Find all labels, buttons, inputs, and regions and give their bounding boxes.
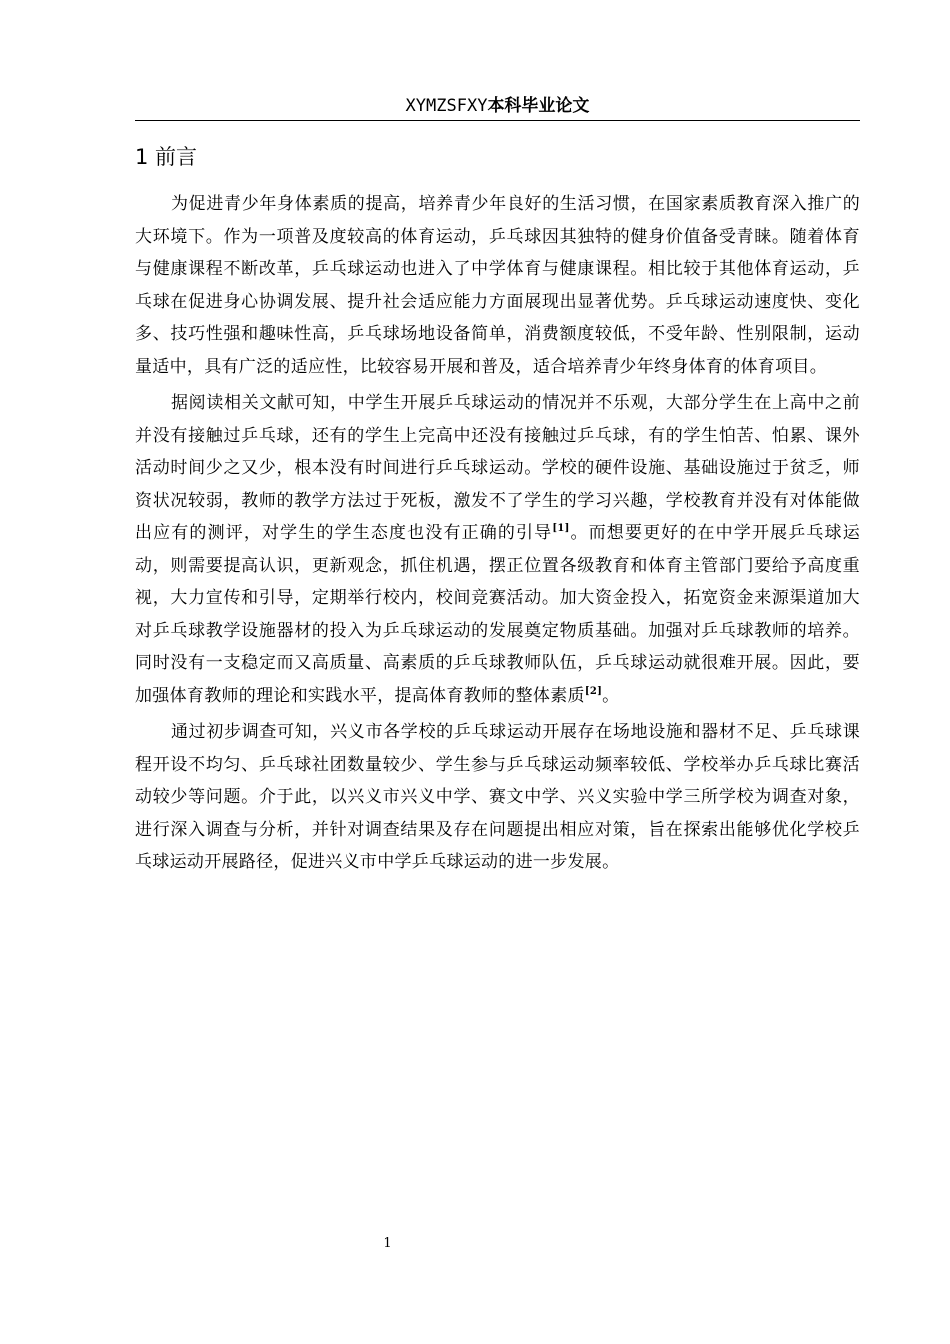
header-title: 本科毕业论文: [487, 96, 590, 116]
paragraph-2: [135, 387, 860, 712]
paragraph-2-text-b: 。而想要更好的在中学开展乒乓球运动，则需要提高认识，更新观念，抓住机遇，摆正位置各级教育和体育主管部门要给予高度重视，大力宣传和引导，定期举行校内，校间竞赛活动。加大资金投入，拓宽资金来源渠道加大对乒乓球教学设施器材的投入为乒乓球运动的发展奠定物质基础。加强对乒乓球教师的培养。同时没有一支稳定而又高质量、高素质的乒乓球教师队伍，乒乓球运动就很难开展。因此，要加强体育教师的理论和实践水平，提高体育教师的整体素质: [135, 523, 860, 706]
section-title: 1 前言: [135, 145, 198, 169]
page-header: [135, 92, 860, 121]
paragraph-2-text-a: 据阅读相关文献可知，中学生开展乒乓球运动的情况并不乐观，大部分学生在上高中之前并没有接触过乒乓球，还有的学生上完高中还没有接触过乒乓球，有的学生怕苦、怕累、课外活动时间少之又少，根本没有时间进行乒乓球运动。学校的硬件设施、基础设施过于贫乏，师资状况较弱，教师的教学方法过于死板，激发不了学生的学习兴趣，学校教育并没有对体能做出应有的测评，对学生的学生态度也没有正确的引导: [135, 393, 860, 543]
citation-1: [1]: [552, 523, 570, 534]
header-code: XYMZSFXY: [405, 96, 488, 116]
citation-2: [2]: [584, 685, 603, 697]
paragraph-3: 通过初步调查可知，兴义市各学校的乒乓球运动开展存在场地设施和器材不足、乒乓球课程开设不均匀、乒乓球社团数量较少、学生参与乒乓球运动频率较低、学校举办乒乓球比赛活动较少等问题。介于此，以兴义市兴义中学、赛文中学、兴义实验中学三所学校为调查对象，进行深入调查与分析，并针对调查结果及存在问题提出相应对策，旨在探索出能够优化学校乒乓球运动开展路径，促进兴义市中学乒乓球运动的进一步发展。: [135, 722, 860, 872]
paragraph-1: 为促进青少年身体素质的提高，培养青少年良好的生活习惯，在国家素质教育深入推广的大环境下。作为一项普及度较高的体育运动，乒乓球因其独特的健身价值备受青睐。随着体育与健康课程不断改革，乒乓球运动也进入了中学体育与健康课程。相比较于其他体育运动，乒乓球在促进身心协调发展、提升社会适应能力方面展现出显著优势。乒乓球运动速度快、变化多、技巧性强和趣味性高，乒乓球场地设备简单，消费额度较低，不受年龄、性别限制，运动量适中，具有广泛的适应性，比较容易开展和普及，适合培养青少年终身体育的体育项目。: [135, 194, 860, 377]
paragraph-2-text-c: 。: [602, 685, 620, 706]
body-text: [135, 188, 860, 883]
page-number: 1: [383, 1236, 392, 1251]
